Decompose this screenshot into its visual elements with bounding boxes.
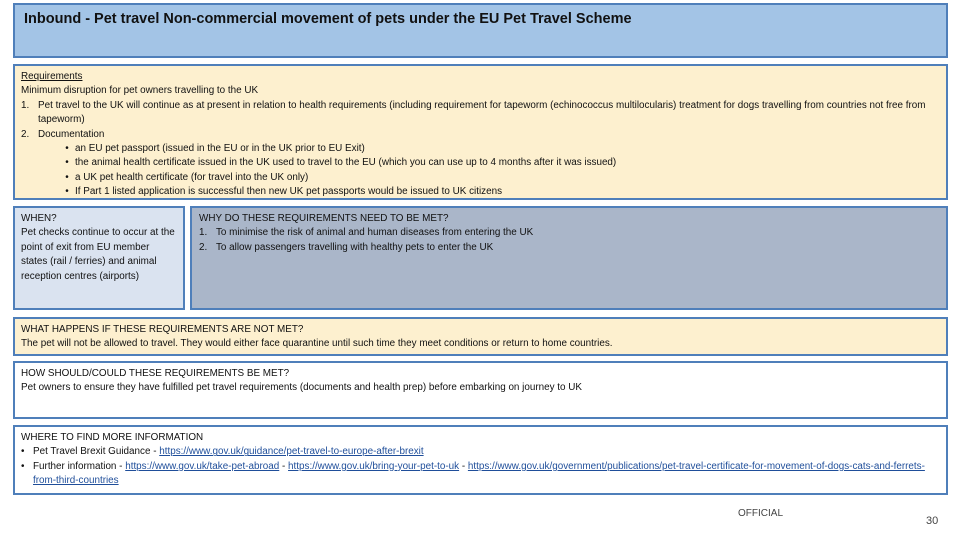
list-item [21, 185, 940, 199]
list-item [21, 128, 940, 142]
link-separator: - [279, 460, 289, 472]
classification-label: OFFICIAL [738, 508, 784, 519]
bullet-icon: • [65, 171, 69, 183]
list-number: 2. [21, 128, 30, 140]
list-item [21, 142, 940, 156]
more-info-heading: WHERE TO FIND MORE INFORMATION [21, 432, 204, 443]
list-item [21, 99, 940, 128]
documentation-text: a UK pet health certificate (for travel into the UK only) [75, 171, 309, 183]
list-item [199, 226, 939, 240]
further-info-label: Further information - [33, 460, 126, 472]
guidance-label: Pet Travel Brexit Guidance - [33, 446, 160, 458]
list-item [199, 241, 939, 255]
link-separator: - [459, 460, 468, 472]
bullet-icon: • [65, 186, 69, 198]
guidance-link[interactable]: https://www.gov.uk/guidance/pet-travel-to-europe-after-brexit [159, 446, 424, 458]
page-number: 30 [926, 515, 939, 527]
bullet-icon: • [65, 157, 69, 169]
bullet-icon: • [21, 460, 25, 472]
requirements-intro: Minimum disruption for pet owners travelling to the UK [21, 85, 259, 97]
list-item [21, 460, 940, 489]
requirements-panel [13, 64, 948, 200]
requirements-heading: Requirements [21, 71, 83, 82]
documentation-text: an EU pet passport (issued in the EU or in the UK prior to EU Exit) [75, 143, 365, 155]
why-text: To minimise the risk of animal and human diseases from entering the UK [216, 227, 534, 239]
list-number: 1. [199, 227, 208, 239]
list-item [21, 445, 940, 459]
not-met-heading: WHAT HAPPENS IF THESE REQUIREMENTS ARE NOT MET? [21, 324, 304, 335]
bullet-icon: • [65, 143, 69, 155]
when-text: Pet checks continue to occur at the point of exit from EU member states (rail / ferries) and animal reception centres (airports) [21, 227, 175, 282]
bullet-icon: • [21, 446, 25, 458]
why-heading: WHY DO THESE REQUIREMENTS NEED TO BE MET? [199, 213, 449, 224]
documentation-text: If Part 1 listed application is successful then new UK pet passports would be issued to UK citizens [75, 186, 503, 198]
requirement-text: Pet travel to the UK will continue as at present in relation to health requirements (including requirement for tapeworm (echinococcus multilocularis) treatment for dogs travelling from countries not free from tapeworm) [38, 99, 926, 126]
list-item [21, 171, 940, 185]
documentation-text: the animal health certificate issued in the UK used to travel to the EU (which you can use up to 4 months after it was issued) [75, 157, 617, 169]
list-item [21, 156, 940, 170]
pet-travel-certificate-link[interactable]: https://www.gov.uk/government/publications/pet-travel-certificate-for-movement-of-dogs-cats-and-ferrets-from-third-countries [33, 460, 925, 487]
not-met-panel [13, 317, 948, 356]
bring-pet-to-uk-link[interactable]: https://www.gov.uk/bring-your-pet-to-uk [288, 460, 460, 472]
requirement-text: Documentation [38, 128, 105, 140]
more-info-panel [13, 425, 948, 495]
why-text: To allow passengers travelling with healthy pets to enter the UK [216, 241, 494, 253]
when-heading: WHEN? [21, 213, 57, 224]
why-panel [190, 206, 948, 310]
list-number: 1. [21, 99, 30, 111]
page-title: Inbound - Pet travel Non-commercial movement of pets under the EU Pet Travel Scheme [24, 11, 632, 27]
how-panel [13, 361, 948, 419]
how-heading: HOW SHOULD/COULD THESE REQUIREMENTS BE MET? [21, 368, 290, 379]
title-panel [13, 3, 948, 58]
how-text: Pet owners to ensure they have fulfilled pet travel requirements (documents and health prep) before embarking on journey to UK [21, 382, 582, 394]
take-pet-abroad-link[interactable]: https://www.gov.uk/take-pet-abroad [125, 460, 280, 472]
list-number: 2. [199, 241, 208, 253]
not-met-text: The pet will not be allowed to travel. They would either face quarantine until such time they meet conditions or return to home countries. [21, 338, 613, 350]
when-panel [13, 206, 185, 310]
